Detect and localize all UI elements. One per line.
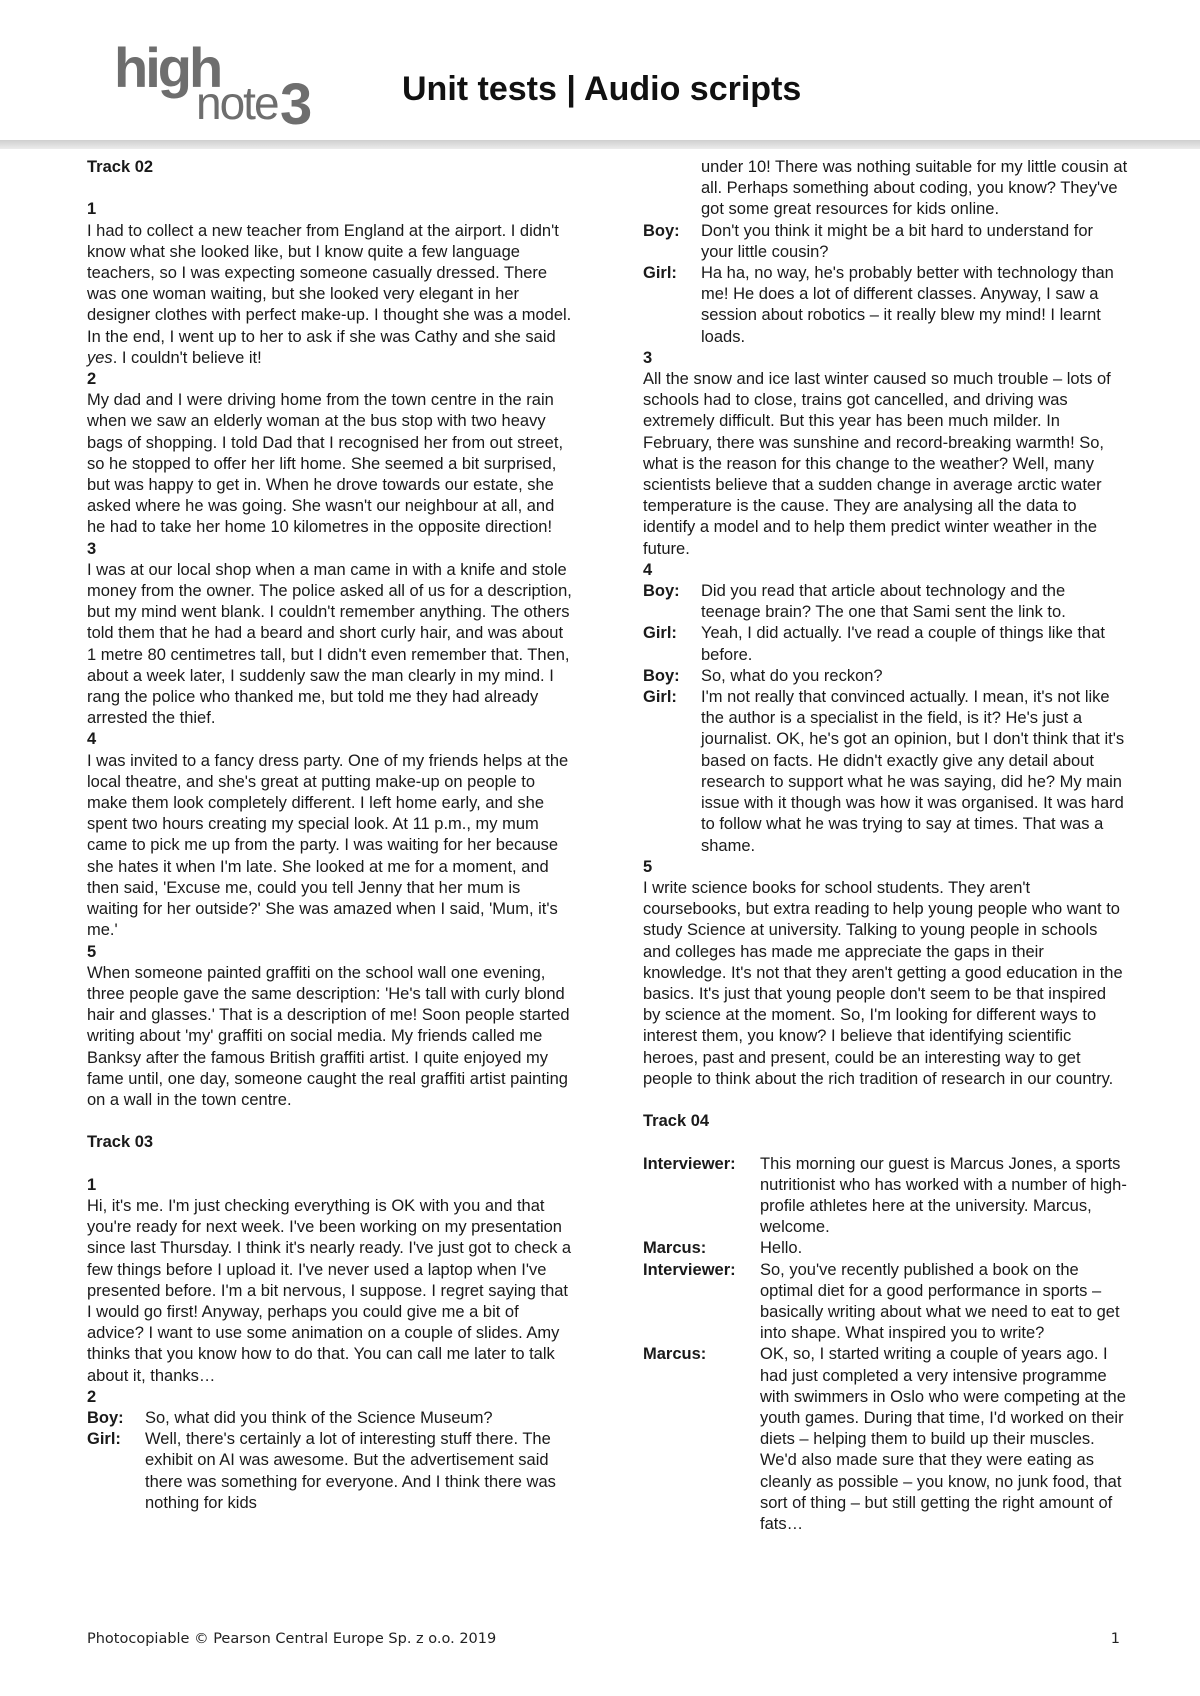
header-divider [0,140,1200,149]
page-number: 1 [1110,1631,1120,1647]
script-paragraph: I was at our local shop when a man came in with a knife and stole money from the owner. The police asked all of us for a description, but my mind went blank. I couldn't remember anything. The others told them that he had a beard and short curly hair, and was about 1 metre 80 centimetres tall, but I didn't even remember that. Then, about a week later, I suddenly saw the man clearly in my mind. I rang the police who thanked me, but told me they had already arrested the thief. [87,560,572,728]
script-paragraph: Hi, it's me. I'm just checking everything is OK with you and that you're ready for next week. I've been working on my presentation since last Thursday. I think it's nearly ready. I've just got to check a few things before I upload it. I've never used a laptop when I've presented before. I'm a bit nervous, I suppose. I regret saying that I would go first! Anyway, perhaps you could give me a bit of advice? I want to use some animation on a couple of slides. Amy thinks that you know how to do that. You can call me later to talk about it, thanks… [87,1196,572,1385]
script-paragraph: I had to collect a new teacher from England at the airport. I didn't know what she looked like, but I know quite a few language teachers, so I was expecting someone casually dressed. There was one woman waiting, but she looked very elegant in her designer clothes with perfect make-up. I thought she was a model. In the end, I went up to her to ask if she was Cathy and she said yes. I couldn't believe it! [87,221,572,367]
dialogue-line [643,623,1128,665]
logo-level: 3 [280,72,313,137]
dialogue-line [643,1154,1128,1239]
item-number: 1 [87,1175,97,1194]
dialogue-text: OK, so, I started writing a couple of years ago. I had just completed a very intensive programme with swimmers in Oslo who were competing at the youth games. During that time, I'd worked on their diets – helping them to build up their muscles. We'd also made sure that they were eating as cleanly as possible – you know, no junk food, that sort of thing – but still getting the right amount of fats… [760,1345,1126,1533]
dialogue-line [643,1260,1128,1345]
dialogue-text: So, you've recently published a book on the optimal diet for a good performance in sports – basically writing about what we need to eat to get into shape. What inspired you to write? [760,1260,1120,1343]
dialogue-text: Ha ha, no way, he's probably better with technology than me! He does a lot of different classes. Anyway, I saw a session about robotics – it really blew my mind! I learnt loads. [701,264,1114,346]
speaker-label: Marcus: [643,1239,707,1258]
page-title: Unit tests | Audio scripts [402,70,802,108]
dialogue-line [643,581,1128,623]
dialogue-line [643,1344,1128,1535]
track-02-title: Track 02 [87,158,154,176]
left-column [87,157,572,1514]
item-number: 2 [87,370,97,389]
right-column [643,157,1128,1535]
dialogue-text: under 10! There was nothing suitable for my little cousin at all. Perhaps something about coding, you know? They've got some great resources for kids online. [701,158,1128,219]
dialogue-continuation [643,157,1128,221]
track-04-title: Track 04 [643,1112,710,1131]
dialogue-line [643,666,1128,687]
dialogue-line [643,263,1128,348]
copyright-notice: Photocopiable © Pearson Central Europe Sp. z o.o. 2019 [87,1631,497,1647]
speaker-label: Boy: [643,666,680,685]
dialogue-line [643,687,1128,857]
logo-high: high [114,36,221,99]
dialogue-text: Did you read that article about technology and the teenage brain? The one that Sami sent the link to. [701,582,1066,622]
speaker-label: Girl: [643,624,677,643]
script-paragraph: I write science books for school students. They aren't coursebooks, but extra reading to help young people who want to study Science at university. Talking to young people in schools and colleges has made me appreciate the gaps in their knowledge. It's not that they aren't getting a good education in the basics. It's just that young people don't seem to be that inspired by science at the moment. So, I'm looking for different ways to interest them, you know? I believe that identifying scientific heroes, past and present, could be an interesting way to get people to think about the rich tradition of research in our country. [643,878,1123,1088]
speaker-label: Boy: [643,582,680,601]
speaker-label: Boy: [87,1408,124,1427]
script-paragraph: When someone painted graffiti on the school wall one evening, three people gave the same description: 'He's tall with curly blond hair and glasses.' That is a description of me! Soon people started writing about 'my' graffiti on social media. My friends called me Banksy after the famous British graffiti artist. I quite enjoyed my fame until, one day, someone caught the real graffiti artist painting on a wall in the town centre. [87,963,570,1109]
dialogue-line [643,221,1128,263]
dialogue-line [87,1429,572,1514]
speaker-label: Boy: [643,221,680,240]
script-paragraph: All the snow and ice last winter caused so much trouble – lots of schools had to close, trains got cancelled, and driving was extremely difficult. But this year has been much milder. In February, there was sunshine and record-breaking warmth! So, what is the reason for this change to the weather? Well, many scientists believe that a sudden change in average arctic water temperature is the cause. They are analysing all the data to identify a model and to help them predict winter weather in the future. [643,370,1111,558]
speaker-label: Girl: [643,264,677,283]
dialogue-line [643,1238,1128,1259]
item-number: 5 [643,857,653,876]
dialogue-text: Well, there's certainly a lot of interesting stuff there. The exhibit on AI was awesome. But the advertisement said there was something for everyone. And I think there was nothing for kids [145,1430,556,1512]
speaker-label: Interviewer: [643,1154,736,1173]
dialogue-text: I'm not really that convinced actually. I mean, it's not like the author is a specialist in the field, is it? He's just a journalist. OK, he's got an opinion, but I don't think that it's based on facts. He didn't exactly give any detail about research to support what he was saying, did he? My main issue with it though was how it was organised. It was hard to follow what he was trying to say at times. That was a shame. [701,688,1125,855]
dialogue-text: So, what do you reckon? [701,666,883,685]
dialogue-text: This morning our guest is Marcus Jones, a sports nutritionist who has worked with a number of high-profile athletes here at the university. Marcus, welcome. [760,1154,1127,1237]
page-header [0,0,1200,150]
dialogue-line [87,1408,572,1429]
dialogue-text: So, what did you think of the Science Museum? [145,1408,493,1427]
dialogue-text: Hello. [760,1239,803,1258]
dialogue-text: Don't you think it might be a bit hard to understand for your little cousin? [701,221,1094,261]
speaker-label: Marcus: [643,1345,707,1364]
item-number: 3 [643,348,653,367]
dialogue-text: Yeah, I did actually. I've read a couple of things like that before. [701,624,1105,664]
speaker-label: Girl: [643,688,677,707]
item-number: 2 [87,1387,97,1406]
logo-note: note [196,77,278,129]
item-number: 1 [87,200,97,219]
item-number: 4 [643,560,653,579]
script-paragraph: I was invited to a fancy dress party. One of my friends helps at the local theatre, and she's great at putting make-up on people to make them look completely different. I left home early, and she spent two hours creating my special look. At 11 p.m., my mum came to pick me up from the party. I was waiting for her because she hates it when I'm late. She looked at me for a moment, and then said, 'Excuse me, could you tell Jenny that her mum is waiting for her outside?' She was amazed when I said, 'Mum, it's me.' [87,751,569,940]
highnote-logo [114,36,324,137]
script-paragraph: My dad and I were driving home from the town centre in the rain when we saw an elderly woman at the bus stop with two heavy bags of shopping. I told Dad that I recognised her from out street, so he stopped to offer her lift home. She seemed a bit surprised, but was happy to get in. When he drove towards our estate, she asked where he was going. She wasn't our neighbour at all, and he had to take her home 10 kilometres in the opposite direction! [87,391,564,537]
track-03-title: Track 03 [87,1133,154,1152]
speaker-label: Girl: [87,1430,121,1449]
item-number: 3 [87,539,97,558]
speaker-label: Interviewer: [643,1260,736,1279]
item-number: 5 [87,942,97,961]
item-number: 4 [87,730,97,749]
